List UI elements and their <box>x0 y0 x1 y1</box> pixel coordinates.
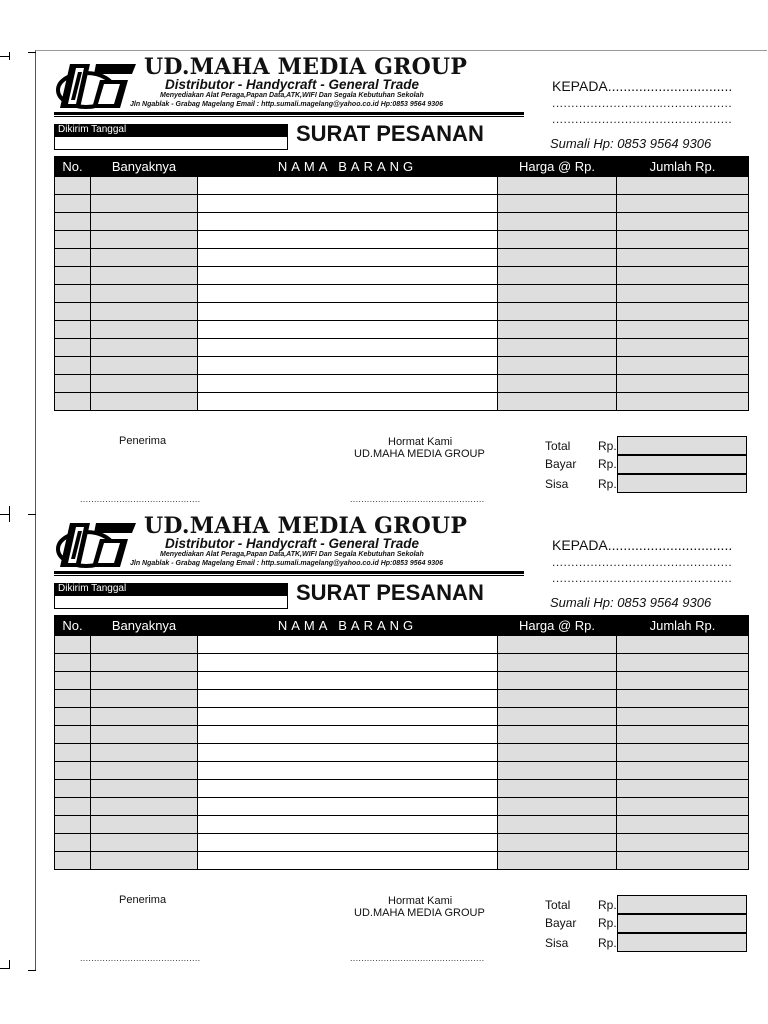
order-items-table <box>54 615 749 870</box>
cell-unit-price[interactable] <box>498 303 617 321</box>
cell-item-name[interactable] <box>198 654 498 672</box>
cell-unit-price[interactable] <box>498 780 617 798</box>
cell-quantity[interactable] <box>91 267 198 285</box>
cell-item-name[interactable] <box>198 249 498 267</box>
cell-quantity[interactable] <box>91 321 198 339</box>
table-header-row <box>55 157 749 177</box>
cell-item-name[interactable] <box>198 213 498 231</box>
company-address: Jln Ngablak - Grabag Magelang Email : http.sumali.magelang@yahoo.co.id Hp:0853 9564 9306 <box>130 101 443 108</box>
col-header-no: No. <box>55 157 91 177</box>
cell-item-name[interactable] <box>198 375 498 393</box>
cell-item-name[interactable] <box>198 816 498 834</box>
table-row <box>55 285 749 303</box>
paid-field[interactable] <box>617 914 747 933</box>
table-row <box>55 177 749 195</box>
cell-no[interactable] <box>55 636 91 654</box>
regards-company: UD.MAHA MEDIA GROUP <box>354 448 485 460</box>
table-row <box>55 195 749 213</box>
balance-currency: Rp. <box>598 477 617 491</box>
cell-no[interactable] <box>55 762 91 780</box>
table-row <box>55 654 749 672</box>
crop-mark <box>9 960 10 969</box>
cell-no[interactable] <box>55 816 91 834</box>
cell-no[interactable] <box>55 852 91 870</box>
cell-quantity[interactable] <box>91 744 198 762</box>
cell-item-name[interactable] <box>198 852 498 870</box>
cell-no[interactable] <box>55 726 91 744</box>
cell-no[interactable] <box>55 672 91 690</box>
table-row <box>55 213 749 231</box>
col-header-unit-price: Harga @ Rp. <box>498 157 617 177</box>
cell-unit-price[interactable] <box>498 654 617 672</box>
cell-no[interactable] <box>55 780 91 798</box>
total-currency: Rp. <box>598 439 617 453</box>
cell-unit-price[interactable] <box>498 798 617 816</box>
cell-unit-price[interactable] <box>498 852 617 870</box>
cell-no[interactable] <box>55 375 91 393</box>
company-logo-icon <box>56 58 138 112</box>
cell-unit-price[interactable] <box>498 231 617 249</box>
cell-amount[interactable] <box>617 636 749 654</box>
cell-quantity[interactable] <box>91 285 198 303</box>
table-row <box>55 393 749 411</box>
cell-no[interactable] <box>55 834 91 852</box>
company-name: UD.MAHA MEDIA GROUP <box>144 54 468 80</box>
crop-mark <box>9 506 10 522</box>
header-rule-thin <box>54 116 524 117</box>
crop-mark <box>28 514 36 515</box>
cell-no[interactable] <box>55 321 91 339</box>
cell-unit-price[interactable] <box>498 726 617 744</box>
total-field[interactable] <box>617 436 747 455</box>
cell-item-name[interactable] <box>198 690 498 708</box>
cell-quantity[interactable] <box>91 708 198 726</box>
table-row <box>55 249 749 267</box>
cell-unit-price[interactable] <box>498 249 617 267</box>
order-form <box>36 513 766 971</box>
cell-quantity[interactable] <box>91 834 198 852</box>
cell-quantity[interactable] <box>91 231 198 249</box>
cell-quantity[interactable] <box>91 249 198 267</box>
paid-currency: Rp. <box>598 457 617 471</box>
cell-amount[interactable] <box>617 690 749 708</box>
cell-no[interactable] <box>55 654 91 672</box>
table-row <box>55 690 749 708</box>
cell-unit-price[interactable] <box>498 213 617 231</box>
cell-unit-price[interactable] <box>498 834 617 852</box>
order-form <box>36 54 766 512</box>
cell-amount[interactable] <box>617 357 749 375</box>
cell-amount[interactable] <box>617 654 749 672</box>
table-row <box>55 357 749 375</box>
table-row <box>55 816 749 834</box>
cell-quantity[interactable] <box>91 213 198 231</box>
cell-no[interactable] <box>55 690 91 708</box>
cell-amount[interactable] <box>617 249 749 267</box>
table-row <box>55 708 749 726</box>
table-header-row <box>55 616 749 636</box>
cell-item-name[interactable] <box>198 267 498 285</box>
regards-label: Hormat Kami <box>388 895 453 907</box>
cell-item-name[interactable] <box>198 708 498 726</box>
cell-quantity[interactable] <box>91 357 198 375</box>
balance-field[interactable] <box>617 933 747 952</box>
cell-amount[interactable] <box>617 852 749 870</box>
cell-amount[interactable] <box>617 798 749 816</box>
cell-quantity[interactable] <box>91 816 198 834</box>
cell-item-name[interactable] <box>198 798 498 816</box>
cell-unit-price[interactable] <box>498 285 617 303</box>
cell-item-name[interactable] <box>198 357 498 375</box>
company-tagline: Distributor - Handycraft - General Trade <box>165 536 420 551</box>
cell-amount[interactable] <box>617 780 749 798</box>
cell-unit-price[interactable] <box>498 744 617 762</box>
cell-amount[interactable] <box>617 321 749 339</box>
cell-quantity[interactable] <box>91 339 198 357</box>
cell-unit-price[interactable] <box>498 636 617 654</box>
table-row <box>55 798 749 816</box>
cell-item-name[interactable] <box>198 339 498 357</box>
cell-item-name[interactable] <box>198 834 498 852</box>
receiver-label: Penerima <box>119 894 167 906</box>
cell-item-name[interactable] <box>198 195 498 213</box>
company-signature-line: ................................................ <box>350 494 485 504</box>
receiver-signature-line: ........................................... <box>80 953 201 963</box>
cell-amount[interactable] <box>617 285 749 303</box>
paid-currency: Rp. <box>598 916 617 930</box>
contact-phone: Sumali Hp: 0853 9564 9306 <box>550 595 712 610</box>
cell-quantity[interactable] <box>91 195 198 213</box>
cell-quantity[interactable] <box>91 654 198 672</box>
cell-no[interactable] <box>55 213 91 231</box>
cell-unit-price[interactable] <box>498 762 617 780</box>
cell-item-name[interactable] <box>198 285 498 303</box>
col-header-unit-price: Harga @ Rp. <box>498 616 617 636</box>
balance-label: Sisa <box>545 936 569 950</box>
col-header-quantity: Banyaknya <box>91 157 198 177</box>
cell-unit-price[interactable] <box>498 339 617 357</box>
cell-no[interactable] <box>55 177 91 195</box>
cell-amount[interactable] <box>617 726 749 744</box>
cell-amount[interactable] <box>617 177 749 195</box>
cell-quantity[interactable] <box>91 726 198 744</box>
cell-unit-price[interactable] <box>498 690 617 708</box>
crop-mark <box>28 52 36 53</box>
regards-company: UD.MAHA MEDIA GROUP <box>354 907 485 919</box>
order-items-table <box>54 156 749 411</box>
company-services: Menyediakan Alat Peraga,Papan Data,ATK,WIFI Dan Segala Kebutuhan Sekolah <box>160 551 424 558</box>
company-tagline: Distributor - Handycraft - General Trade <box>165 77 420 92</box>
table-row <box>55 780 749 798</box>
cell-no[interactable] <box>55 195 91 213</box>
table-row <box>55 636 749 654</box>
cell-unit-price[interactable] <box>498 321 617 339</box>
cell-unit-price[interactable] <box>498 816 617 834</box>
receiver-signature-line: ........................................... <box>80 494 201 504</box>
crop-mark <box>28 970 36 971</box>
col-header-amount: Jumlah Rp. <box>617 616 749 636</box>
col-header-item-name: NAMA BARANG <box>198 157 498 177</box>
sent-date-label: Dikirim Tanggal <box>54 124 288 136</box>
cell-amount[interactable] <box>617 375 749 393</box>
cell-unit-price[interactable] <box>498 267 617 285</box>
cell-amount[interactable] <box>617 339 749 357</box>
paid-label: Bayar <box>545 457 577 471</box>
cell-no[interactable] <box>55 708 91 726</box>
table-row <box>55 321 749 339</box>
balance-label: Sisa <box>545 477 569 491</box>
cell-item-name[interactable] <box>198 780 498 798</box>
cell-amount[interactable] <box>617 744 749 762</box>
cell-unit-price[interactable] <box>498 195 617 213</box>
cell-item-name[interactable] <box>198 762 498 780</box>
company-signature-line: ................................................ <box>350 953 485 963</box>
cell-quantity[interactable] <box>91 798 198 816</box>
cell-amount[interactable] <box>617 834 749 852</box>
sent-date-field[interactable] <box>54 595 288 609</box>
cell-quantity[interactable] <box>91 375 198 393</box>
total-label: Total <box>545 439 571 453</box>
cell-amount[interactable] <box>617 213 749 231</box>
form-title: SURAT PESANAN <box>296 121 484 146</box>
balance-field[interactable] <box>617 474 747 493</box>
company-logo-icon <box>56 517 138 571</box>
cell-quantity[interactable] <box>91 852 198 870</box>
table-row <box>55 267 749 285</box>
cell-item-name[interactable] <box>198 636 498 654</box>
table-row <box>55 852 749 870</box>
header-rule <box>54 571 524 574</box>
table-row <box>55 672 749 690</box>
company-services: Menyediakan Alat Peraga,Papan Data,ATK,WIFI Dan Segala Kebutuhan Sekolah <box>160 92 424 99</box>
cell-item-name[interactable] <box>198 303 498 321</box>
cell-no[interactable] <box>55 267 91 285</box>
cell-no[interactable] <box>55 249 91 267</box>
col-header-amount: Jumlah Rp. <box>617 157 749 177</box>
table-row <box>55 834 749 852</box>
cell-no[interactable] <box>55 393 91 411</box>
company-name: UD.MAHA MEDIA GROUP <box>144 513 468 539</box>
recipient-line: ............................................... <box>552 112 733 126</box>
cell-quantity[interactable] <box>91 762 198 780</box>
cell-unit-price[interactable] <box>498 357 617 375</box>
recipient-line: ............................................... <box>552 555 733 569</box>
table-row <box>55 339 749 357</box>
table-row <box>55 375 749 393</box>
cell-amount[interactable] <box>617 393 749 411</box>
cell-amount[interactable] <box>617 267 749 285</box>
balance-currency: Rp. <box>598 936 617 950</box>
total-label: Total <box>545 898 571 912</box>
cell-amount[interactable] <box>617 816 749 834</box>
cell-amount[interactable] <box>617 303 749 321</box>
cell-no[interactable] <box>55 357 91 375</box>
cell-no[interactable] <box>55 285 91 303</box>
recipient-line: ............................................... <box>552 96 733 110</box>
cell-item-name[interactable] <box>198 672 498 690</box>
total-currency: Rp. <box>598 898 617 912</box>
cell-unit-price[interactable] <box>498 393 617 411</box>
contact-phone: Sumali Hp: 0853 9564 9306 <box>550 136 712 151</box>
cell-amount[interactable] <box>617 672 749 690</box>
cell-amount[interactable] <box>617 762 749 780</box>
col-header-no: No. <box>55 616 91 636</box>
header-rule-thin <box>54 575 524 576</box>
col-header-quantity: Banyaknya <box>91 616 198 636</box>
cell-quantity[interactable] <box>91 690 198 708</box>
recipient-label: KEPADA................................ <box>552 537 733 553</box>
cell-unit-price[interactable] <box>498 708 617 726</box>
cell-item-name[interactable] <box>198 726 498 744</box>
sent-date-field[interactable] <box>54 136 288 150</box>
table-row <box>55 762 749 780</box>
cell-no[interactable] <box>55 798 91 816</box>
cell-quantity[interactable] <box>91 177 198 195</box>
paid-label: Bayar <box>545 916 577 930</box>
company-address: Jln Ngablak - Grabag Magelang Email : http.sumali.magelang@yahoo.co.id Hp:0853 9564 9306 <box>130 560 443 567</box>
cell-unit-price[interactable] <box>498 177 617 195</box>
cell-unit-price[interactable] <box>498 672 617 690</box>
col-header-item-name: NAMA BARANG <box>198 616 498 636</box>
table-row <box>55 744 749 762</box>
header-rule <box>54 112 524 115</box>
recipient-label: KEPADA................................ <box>552 78 733 94</box>
cell-item-name[interactable] <box>198 321 498 339</box>
paid-field[interactable] <box>617 455 747 474</box>
cell-unit-price[interactable] <box>498 375 617 393</box>
crop-mark <box>9 52 10 60</box>
cell-no[interactable] <box>55 231 91 249</box>
cell-item-name[interactable] <box>198 744 498 762</box>
cell-item-name[interactable] <box>198 231 498 249</box>
cell-quantity[interactable] <box>91 393 198 411</box>
cell-amount[interactable] <box>617 195 749 213</box>
cell-amount[interactable] <box>617 708 749 726</box>
cell-no[interactable] <box>55 339 91 357</box>
cell-item-name[interactable] <box>198 177 498 195</box>
cell-no[interactable] <box>55 744 91 762</box>
cell-no[interactable] <box>55 303 91 321</box>
cell-item-name[interactable] <box>198 393 498 411</box>
recipient-line: ............................................... <box>552 571 733 585</box>
total-field[interactable] <box>617 895 747 914</box>
cell-quantity[interactable] <box>91 636 198 654</box>
cell-quantity[interactable] <box>91 780 198 798</box>
table-row <box>55 231 749 249</box>
receiver-label: Penerima <box>119 435 167 447</box>
cell-quantity[interactable] <box>91 303 198 321</box>
table-row <box>55 726 749 744</box>
form-title: SURAT PESANAN <box>296 580 484 605</box>
sent-date-label: Dikirim Tanggal <box>54 583 288 595</box>
table-row <box>55 303 749 321</box>
cell-amount[interactable] <box>617 231 749 249</box>
regards-label: Hormat Kami <box>388 436 453 448</box>
cell-quantity[interactable] <box>91 672 198 690</box>
